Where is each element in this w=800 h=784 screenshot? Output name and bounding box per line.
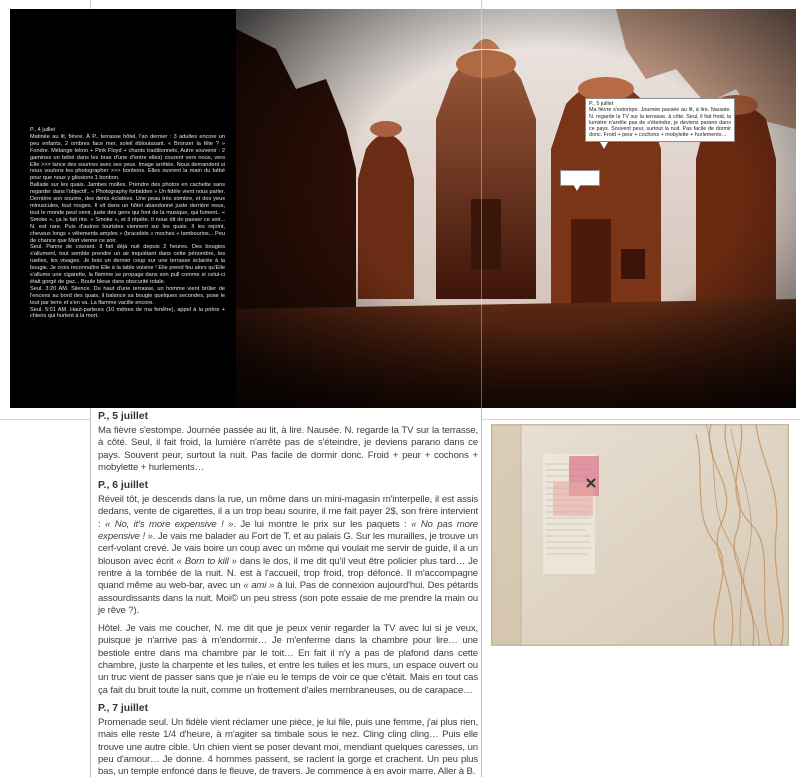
entry-text: Promenade seul. Un fidèle vient réclamer une pièce, je lui file, puis une femme, j'ai plus rien, mais elle reste 1/4 d'heure, à m'agiter sa timbale sous le nez. Cling cling cling… Puis elle trouve une autre cible. Un chien vient se poser devant moi, mendiant quelques caresses, un peu d'amour… Je donne. 4 hommes passent, se raclent la gorge et crachent. Un peu plus bas, un temple enfoncé dans le fleuve, de travers. Je commence à en avoir marre. Aller à B. xyxy=(98,716,478,778)
paper-illustration xyxy=(491,424,789,646)
text-run: . Je lui montre le prix sur les paquets : xyxy=(233,518,412,530)
diary-column xyxy=(98,411,478,784)
side-paragraph: Ballade sur les quais. Jambes molles. Prendre des photos en cachette sans regarder dans l'objectif.. « Photography forbidden » Un fidèle vient nous parler. Dernière son sourire, des dents éclatées. Une peau très sombre, et des yeux minuscules, tout rouges. Il vit dans un hôtel abandonné juste derrière nous, tout le monde peut venir, juste des gens qui font de la musique, qui fument.. « Smoke », ça le fait rire. « Smoke », et il répète. Il nous dit de passer ce soir... N. est rare. Puis d'autres touristes viennent sur les quais. Il les rejoint, cheveux longs « vêtements amples » (bracelets « moches » tambourins... Peu de chance que Mort vienne ce soir. xyxy=(30,182,225,244)
text-run: à lui. Pas de connexion aujourd'hui. Des pétards assourdissants dans la nuit. Moi© un peu stress (son pote essaie de me prendre la main ou je rêve ?). xyxy=(98,580,478,616)
bubble-tail xyxy=(600,142,608,149)
side-diary-text xyxy=(30,127,225,320)
quote-italic: « No, it's more expensive ! » xyxy=(105,518,234,530)
bubble-text: Ma fièvre s'estompe. Journée passée au lit, à lire. Nausée. N. regarde la TV sur la terrasse, à côté. Seul, il fait froid, la lumière n'arrête pas de s'éteindre, je deviens parano dans ce pays. Souvent peur, surtout la nuit. Pas facile de dormir donc. Froid + peur + cochons + mobylette + hurlements… xyxy=(589,107,731,139)
side-paragraph: Matinée au lit, fièvre. À P., terrasse hôtel, l'an dernier : 3 adultes encore un peu enfants, 2 ombres face mer, soleil éblouissant. « Bronzer la tête ? » Fondre. Mélange tekno + Pink Floyd + chants traditionnels. Autre souvenir : 2 gamines un bébé dans les bras d'une d'entre elles) courent vers nous, vers Elle >>> lance des sourires avec ses yeux. Image arrêtée. Nous demandent si nous voulons les photographer >>> bonbons. Elles ouvrent la main du bébé pour que nous y glissions 1 bonbon. xyxy=(30,133,225,182)
entry-date: P., 6 juillet xyxy=(98,480,149,492)
page-spine xyxy=(481,9,482,408)
entry-text xyxy=(98,494,478,617)
entry-date: P., 7 juillet xyxy=(98,702,149,714)
temple-illustration xyxy=(236,9,796,408)
black-text-panel xyxy=(10,9,236,408)
side-paragraph: Seul. Panne de courant. Il fait déjà nuit depuis 2 heures. Des bougies s'allument, tout semble prendre un air inquiétant dans cette pénombre, les ruelles, les visages. Je bois un dernier coup sur une terrasse éclairée à la bougie. Je crois reconnaître Elle à la table voisine ! Elle prend feu alors qu'Elle s'allume une cigarette, la flamme se propage dans son pull comme si celui-ci était gorgé de gaz... Boule bleue dans obscurité totale. xyxy=(30,244,225,285)
side-paragraph: Seul. 3:20 AM. Silence. Du haut d'une terrasse, un homme vient brûler de l'encens au bord des quais, il balance sa bougie quelques secondes, pose le tout par terre et s'en va. La flamme vacille encore. xyxy=(30,285,225,306)
guide-line xyxy=(482,419,800,420)
crop-mark xyxy=(481,0,482,9)
side-paragraph: Seul. 5:01 AM. Haut-parleurs (10 mètres de ma fenêtre), appel à la prière + chiens qui hurlent à la mort. xyxy=(30,306,225,320)
entry-text: Ma fièvre s'estompe. Journée passée au lit, à lire. Nausée. N. regarde la TV sur la terrasse, à côté. Seul, il fait froid, la lumière n'arrête pas de s'éteindre, je deviens parano dans ce pays. Souvent peur, surtout la nuit. Pas facile de dormir donc. Froid + peur + cochons + mobylette + hurlements… xyxy=(98,425,478,473)
quote-italic: « No pas more expensive ! » xyxy=(98,518,478,543)
guide-line xyxy=(0,419,90,420)
scanned-paper-image xyxy=(491,424,789,646)
magazine-spread xyxy=(10,9,796,408)
temple-photo xyxy=(236,9,796,408)
bubble-date: P., 5 juillet xyxy=(589,101,614,107)
quote-italic: « Born to kill » xyxy=(176,555,237,567)
speech-bubble-icon xyxy=(585,98,735,142)
bubble-tail xyxy=(573,184,581,191)
crop-mark xyxy=(90,0,91,9)
entry-text: Hôtel. Je vais me coucher, N. me dit que je peux venir regarder la TV avec lui si je veux, puisque je n'arrive pas à m'endormir… Je m'enferme dans la chambre pour lire… une bestiole entre dans ma chambre par le toit… En fait il n'y a pas de plafond dans cette chambre, juste la charpente et les tuiles, et entre les tuiles et les murs, un espace ouvert ou un truc vient de passer sans que je n'aie eu le temps de voir ce que c'était. Mais en tout cas ça fait du bruit toute la nuit, comme un frottement d'ailes membraneuses, ou de carapace… xyxy=(98,623,478,696)
quote-italic: « ami » xyxy=(243,580,275,592)
text-run: . Je vais me balader au Fort de T. et au palais G. Sur les murailles, je trouve un cerf-volant crevé. Je vais boire un coup avec un môme qui voulait me servir de guide, il a un blouson avec écrit xyxy=(98,531,478,567)
side-date: P., 4 juillet xyxy=(30,127,56,133)
entry-date: P., 5 juillet xyxy=(98,411,149,422)
text-run: Réveil tôt, je descends dans la rue, un môme dans un mini-magasin m'interpelle, il est assis dedans, vente de cigarettes, il a un trop beau sourire, il me fait payer 2$, son frère intervient : xyxy=(98,494,478,530)
text-run: dans le dos, il me dit qu'il veut être policier plus tard… Je rentre à la tombée de la nuit. N. est à l'accueil, trop froid, trop défoncé. Il m'accompagne quand même au web-bar, avec un xyxy=(98,555,478,592)
